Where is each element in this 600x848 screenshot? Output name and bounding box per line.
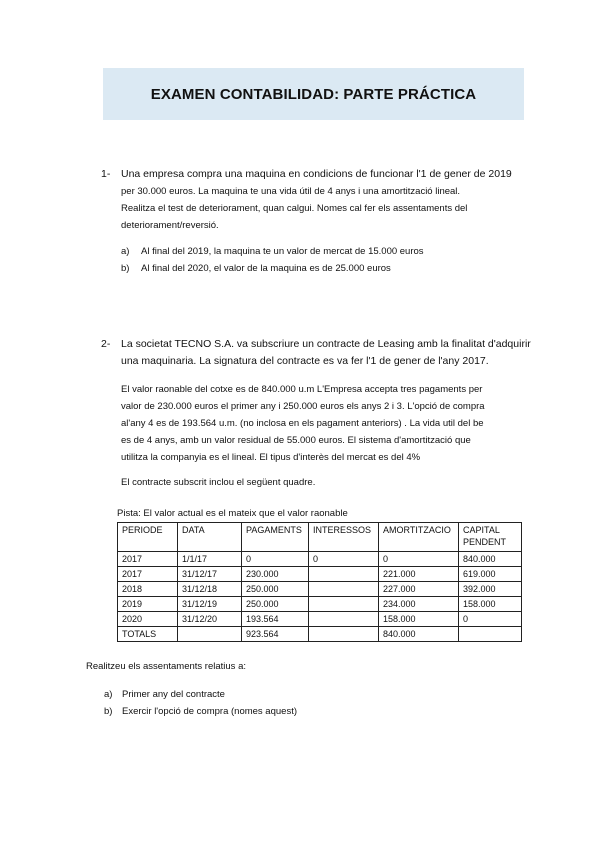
task-b-label: b) bbox=[104, 706, 113, 717]
table-cell: 2017 bbox=[118, 567, 178, 582]
table-cell: 193.564 bbox=[242, 612, 309, 627]
table-cell bbox=[309, 627, 379, 642]
table-cell: 2020 bbox=[118, 612, 178, 627]
table-cell: 2017 bbox=[118, 552, 178, 567]
header-cell: PAGAMENTS bbox=[242, 523, 309, 552]
table-cell: 0 bbox=[379, 552, 459, 567]
question-2-text bbox=[121, 336, 531, 370]
table-cell: 158.000 bbox=[379, 612, 459, 627]
question-1-number: 1- bbox=[101, 168, 111, 180]
paragraph-line: es de 4 anys, amb un valor residual de 55.000 euros. El sistema d'amortització que bbox=[121, 435, 471, 446]
table-cell: 2019 bbox=[118, 597, 178, 612]
table-cell: 250.000 bbox=[242, 597, 309, 612]
question-1-item-b: Al final del 2020, el valor de la maquina es de 25.000 euros bbox=[141, 263, 391, 274]
table-cell: 31/12/19 bbox=[178, 597, 242, 612]
question-2-line: una maquinaria. La signatura del contracte es va fer l'1 de gener de l'any 2017. bbox=[121, 355, 489, 367]
paragraph-line: utilitza la companyia es el lineal. El tipus d'interès del mercat es del 4% bbox=[121, 452, 421, 463]
question-2-number: 2- bbox=[101, 338, 111, 350]
table-cell: 230.000 bbox=[242, 567, 309, 582]
header-cell: CAPITAL PENDENT bbox=[459, 523, 522, 552]
question-1-line: per 30.000 euros. La maquina te una vida útil de 4 anys i una amortització lineal. bbox=[121, 186, 461, 197]
question-1-item-a: Al final del 2019, la maquina te un valor de mercat de 15.000 euros bbox=[141, 246, 424, 257]
table-cell: TOTALS bbox=[118, 627, 178, 642]
table-cell bbox=[178, 627, 242, 642]
page-title: EXAMEN CONTABILIDAD: PARTE PRÁCTICA bbox=[150, 85, 477, 103]
table-row bbox=[118, 597, 522, 612]
task-b: Exercir l'opció de compra (nomes aquest) bbox=[122, 706, 297, 717]
paragraph-line: El valor raonable del cotxe es de 840.000 u.m L'Empresa accepta tres pagaments per bbox=[121, 384, 483, 395]
table-cell: 840.000 bbox=[379, 627, 459, 642]
header-cell: AMORTITZACIO bbox=[379, 523, 459, 552]
table-row bbox=[118, 582, 522, 597]
contract-note: El contracte subscrit inclou el següent quadre. bbox=[121, 477, 316, 488]
table-cell: 31/12/20 bbox=[178, 612, 242, 627]
amortization-table bbox=[117, 522, 522, 642]
header-cell: INTERESSOS bbox=[309, 523, 379, 552]
tasks-intro: Realitzeu els assentaments relatius a: bbox=[86, 661, 246, 672]
table-cell: 1/1/17 bbox=[178, 552, 242, 567]
table-cell: 840.000 bbox=[459, 552, 522, 567]
paragraph-line: al'any 4 es de 193.564 u.m. (no inclosa en els pagament anteriors) . La vida util del be bbox=[121, 418, 484, 429]
table-cell: 0 bbox=[309, 552, 379, 567]
table-row-totals bbox=[118, 627, 522, 642]
question-1-item-a-label: a) bbox=[121, 246, 130, 257]
table-cell: 31/12/18 bbox=[178, 582, 242, 597]
question-1-item-b-label: b) bbox=[121, 263, 130, 274]
table-cell: 0 bbox=[459, 612, 522, 627]
question-2-paragraph bbox=[121, 381, 485, 466]
table-cell: 2018 bbox=[118, 582, 178, 597]
question-1-line: Una empresa compra una maquina en condicions de funcionar l'1 de gener de 2019 bbox=[121, 168, 512, 180]
question-1-line: Realitza el test de deteriorament, quan calgui. Nomes cal fer els assentaments del bbox=[121, 203, 468, 214]
table-cell: 234.000 bbox=[379, 597, 459, 612]
table-cell bbox=[309, 582, 379, 597]
task-a-label: a) bbox=[104, 689, 113, 700]
question-1-text bbox=[121, 166, 512, 234]
table-row bbox=[118, 612, 522, 627]
table-cell: 31/12/17 bbox=[178, 567, 242, 582]
table-row bbox=[118, 552, 522, 567]
table-cell: 619.000 bbox=[459, 567, 522, 582]
header-cell: DATA bbox=[178, 523, 242, 552]
table-cell: 221.000 bbox=[379, 567, 459, 582]
question-2-line: La societat TECNO S.A. va subscriure un contracte de Leasing amb la finalitat d'adquirir bbox=[121, 338, 531, 350]
header-cell: PERIODE bbox=[118, 523, 178, 552]
table-cell bbox=[309, 597, 379, 612]
question-1-line: deteriorament/reversió. bbox=[121, 220, 219, 231]
table-cell: 392.000 bbox=[459, 582, 522, 597]
table-cell: 227.000 bbox=[379, 582, 459, 597]
table-cell bbox=[309, 612, 379, 627]
table-row bbox=[118, 567, 522, 582]
title-banner bbox=[103, 68, 524, 120]
task-a: Primer any del contracte bbox=[122, 689, 225, 700]
table-header-row bbox=[118, 523, 522, 552]
table-cell: 158.000 bbox=[459, 597, 522, 612]
hint: Pista: El valor actual es el mateix que el valor raonable bbox=[117, 508, 348, 519]
table-cell: 250.000 bbox=[242, 582, 309, 597]
paragraph-line: valor de 230.000 euros el primer any i 250.000 euros els anys 2 i 3. L'opció de compra bbox=[121, 401, 485, 412]
table-cell: 923.564 bbox=[242, 627, 309, 642]
table-cell bbox=[309, 567, 379, 582]
table-cell bbox=[459, 627, 522, 642]
table-cell: 0 bbox=[242, 552, 309, 567]
